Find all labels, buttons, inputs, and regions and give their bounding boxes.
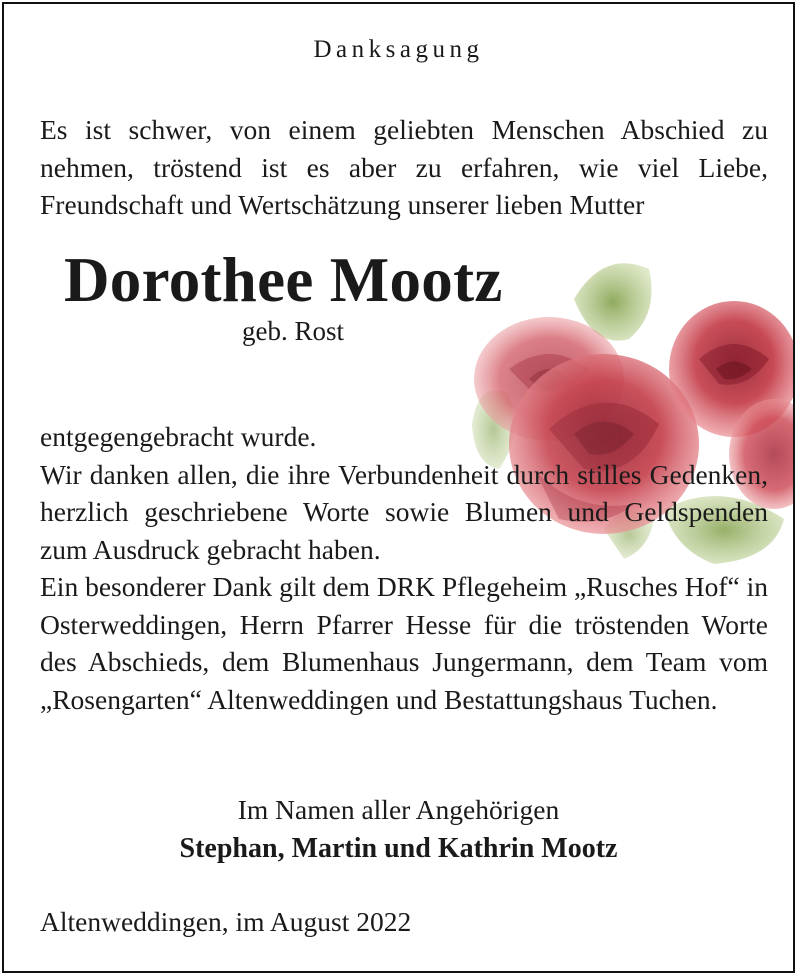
notice-heading: Danksagung bbox=[313, 36, 484, 63]
body-paragraph: entgegengebracht wurde. Wir danken allen, die ihre Verbundenheit durch stilles Gedenken, herzlich geschriebene Worte sowie Blumen und Geldspenden zum Ausdruck gebracht haben. Ein besonderer Dank gilt dem DRK Pflegeheim „Rusches Hof“ in Osterweddingen, Herrn Pfarrer Hesse für die tröstenden Worte des Abschieds, dem Blumenhaus Jungermann, dem Team vom „Rosengarten“ Altenweddingen und Bestattungshaus Tuchen. bbox=[40, 421, 768, 715]
signatories: Stephan, Martin und Kathrin Mootz bbox=[179, 833, 618, 864]
deceased-name: Dorothee Mootz bbox=[64, 245, 503, 315]
intro-paragraph: Es ist schwer, von einem geliebten Menschen Abschied zu nehmen, tröstend ist es aber zu erfahren, wie viel Liebe, Freundschaft und Wertschätzung unserer lieben Mutter bbox=[40, 114, 768, 220]
obituary-notice bbox=[2, 2, 795, 973]
birth-name: geb. Rost bbox=[242, 316, 345, 346]
place-date: Altenweddingen, im August 2022 bbox=[40, 906, 412, 937]
closing-line: Im Namen aller Angehörigen bbox=[237, 794, 560, 825]
